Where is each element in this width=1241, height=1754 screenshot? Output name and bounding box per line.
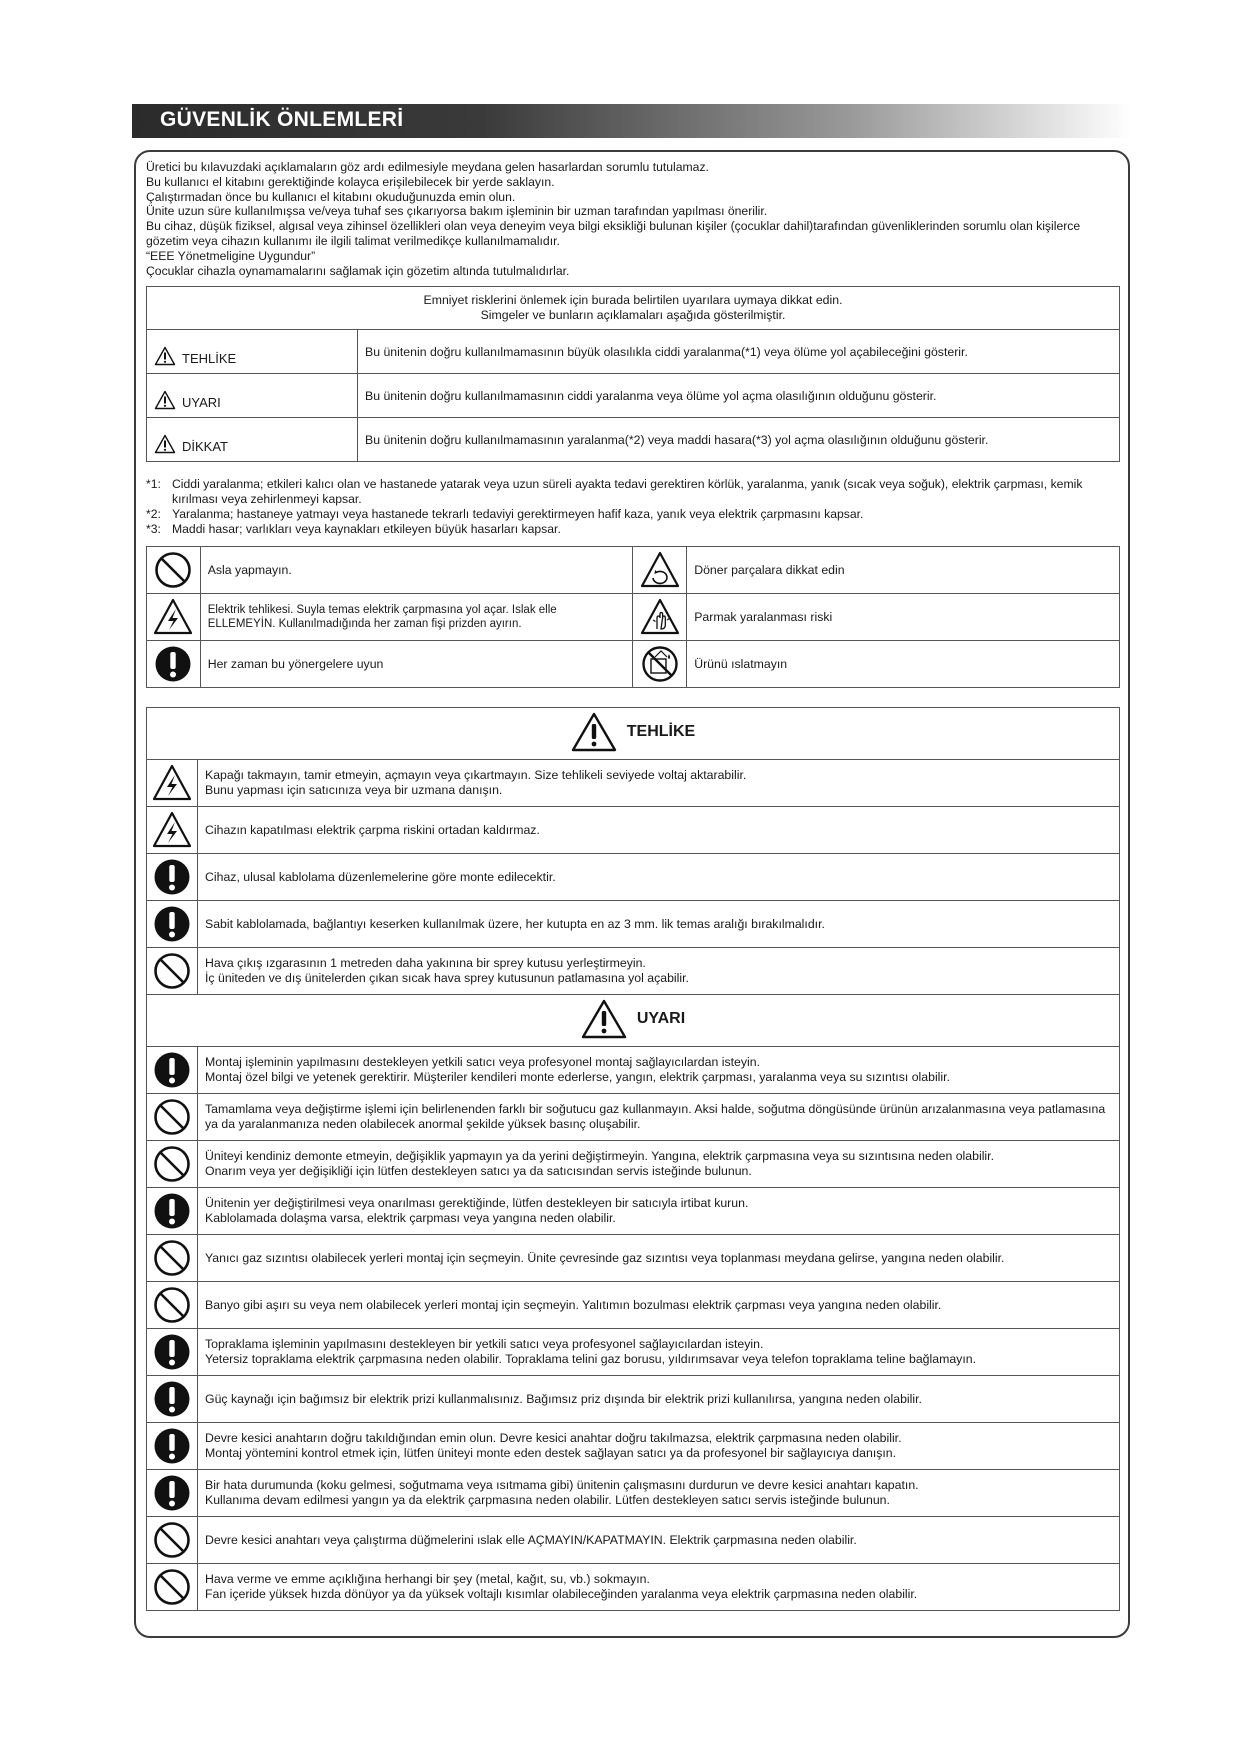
warning-triangle-icon: [154, 346, 176, 366]
warning-item-row: [147, 1047, 1120, 1094]
precaution-line: Montaj özel bilgi ve yetenek gerektirir. Müşteriler kendileri monte ederlerse, yangın, elektrik çarpması, yaralanma veya su sızıntısı olabilir.: [205, 1070, 950, 1084]
precaution-text: [198, 807, 1120, 854]
danger-item-row: [147, 901, 1120, 948]
intro-line: Üretici bu kılavuzdaki açıklamaların göz ardı edilmesiyle meydana gelen hasarlardan sorumlu tutulamaz.: [146, 160, 709, 174]
warning-item-row: [147, 1376, 1120, 1423]
signal-table-header: [147, 287, 1120, 330]
symbol-row: [147, 641, 1120, 688]
symbol-description: Parmak yaralanması riski: [687, 594, 1120, 641]
section-heading: TEHLİKE: [626, 723, 696, 740]
precaution-line: Bir hata durumunda (koku gelmesi, soğutmama veya ısıtmama gibi) ünitenin çalışmasını durdurun ve devre kesici anahtarı kapatın.: [205, 1478, 919, 1492]
intro-line: “EEE Yönetmeligine Uygundur”: [146, 248, 316, 263]
warning-item-row: [147, 1329, 1120, 1376]
precaution-line: Yetersiz topraklama elektrik çarpmasına neden olabilir. Topraklama telini gaz borusu, yıldırımsavar veya telefon topraklama teline bağlamayın.: [205, 1352, 976, 1366]
symbol-legend-table: [146, 546, 1120, 688]
signal-description: Bu ünitenin doğru kullanılmamasının büyük olasılıkla ciddi yaralanma(*1) veya ölüme yol açabileceğini gösterir.: [358, 330, 1120, 374]
precaution-text: [198, 1329, 1120, 1376]
precaution-text: [198, 1235, 1120, 1282]
precaution-text: [198, 1470, 1120, 1517]
footnote: [146, 507, 1106, 522]
precaution-line: Sabit kablolamada, bağlantıyı keserken kullanılmak üzere, her kutupta en az 3 mm. lik temas aralığı bırakılmalıdır.: [205, 916, 825, 931]
prohibition-icon: [147, 952, 197, 990]
warning-triangle-icon: [581, 999, 627, 1039]
signal-label: DİKKAT: [182, 438, 228, 454]
footnote-key: *1:: [146, 477, 161, 491]
mandatory-icon: [147, 1380, 197, 1418]
precaution-text: [198, 1423, 1120, 1470]
intro-line: Ünite uzun süre kullanılmışsa ve/veya tuhaf ses çıkarıyorsa bakım işleminin bir uzman tarafından yapılması önerilir.: [146, 204, 768, 219]
symbol-row: [147, 547, 1120, 594]
precaution-line: Tamamlama veya değiştirme işlemi için belirlenenden farklı bir soğutucu gaz kullanmayın. Aksi halde, soğutma döngüsünde ürünün arızalanmasına veya patlamasına ya da yaralanmanıza neden olabilecek anormal şekilde yüksek basınç oluşabilir.: [205, 1102, 1106, 1131]
precaution-line: Hava çıkış ızgarasının 1 metreden daha yakınına bir sprey kutusu yerleştirmeyin.: [205, 956, 646, 970]
danger-item-row: [147, 948, 1120, 995]
intro-line: Çalıştırmadan önce bu kullanıcı el kitabını okuduğunuzda emin olun.: [146, 189, 516, 204]
warning-item-row: [147, 1141, 1120, 1188]
precaution-text: [198, 1188, 1120, 1235]
signal-word-table: [146, 286, 1120, 462]
precaution-text: [198, 854, 1120, 901]
precaution-line: Ünitenin yer değiştirilmesi veya onarılması gerektiğinde, lütfen destekleyen bir satıcıyla irtibat kurun.: [205, 1196, 749, 1210]
symbol-description: Asla yapmayın.: [200, 547, 633, 594]
precaution-text: [198, 1141, 1120, 1188]
precaution-line: Banyo gibi aşırı su veya nem olabilecek yerleri montaj için seçmeyin. Yalıtımın bozulması elektrik çarpması veya yangına neden olabilir.: [205, 1297, 942, 1312]
no-wet-icon: [633, 645, 686, 683]
electric-hazard-icon: [147, 811, 197, 849]
prohibition-icon: [147, 551, 200, 589]
signal-row: [147, 330, 1120, 374]
warning-heading-row: [147, 995, 1120, 1047]
precaution-line: Topraklama işleminin yapılmasını destekleyen bir yetkili satıcı veya profesyonel sağlayıcılardan isteyin.: [205, 1337, 764, 1351]
intro-line: Bu cihaz, düşük fiziksel, algısal veya zihinsel özellikleri olan veya deneyim veya bilgi eksikliği bulunan kişiler (çocuklar dahil)tarafından güvenliklerinden sorumlu olan kişilerce gözetim veya cihazın kullanımı ile ilgili talimat verilmedikçe kullanılmamalıdır.: [146, 219, 1081, 248]
prohibition-icon: [147, 1098, 197, 1136]
warning-item-row: [147, 1094, 1120, 1141]
precaution-line: Devre kesici anahtarı veya çalıştırma düğmelerini ıslak elle AÇMAYIN/KAPATMAYIN. Elektrik çarpmasına neden olabilir.: [205, 1532, 857, 1547]
danger-heading-row: [147, 708, 1120, 760]
precaution-line: Onarım veya yer değişikliği için lütfen destekleyen satıcı ya da satıcısından servis isteğinde bulunun.: [205, 1164, 752, 1178]
finger-injury-icon: [633, 598, 686, 636]
footnote-key: *2:: [146, 507, 161, 521]
warning-triangle-icon: [154, 434, 176, 454]
danger-item-row: [147, 760, 1120, 807]
precaution-line: Kablolamada dolaşma varsa, elektrik çarpması veya yangına neden olabilir.: [205, 1211, 616, 1225]
precaution-line: Montaj işleminin yapılmasını destekleyen yetkili satıcı veya profesyonel montaj sağlayıcılardan isteyin.: [205, 1055, 760, 1069]
signal-header-line: Emniyet risklerini önlemek için burada belirtilen uyarılara uymaya dikkat edin.: [423, 293, 843, 307]
precaution-line: Montaj yöntemini kontrol etmek için, lütfen üniteyi monte eden destek sağlayan satıcı ya da profesyonel bir sağlayıcıya danışın.: [205, 1446, 897, 1460]
prohibition-icon: [147, 1286, 197, 1324]
footnote: [146, 477, 1106, 507]
footnotes: [146, 477, 1106, 537]
precaution-text: [198, 901, 1120, 948]
electric-hazard-icon: [147, 764, 197, 802]
precaution-text: [198, 1282, 1120, 1329]
warning-item-row: [147, 1188, 1120, 1235]
mandatory-icon: [147, 858, 197, 896]
mandatory-icon: [147, 1051, 197, 1089]
footnote: [146, 522, 1106, 537]
warning-item-row: [147, 1564, 1120, 1611]
precaution-text: [198, 1376, 1120, 1423]
precaution-text: [198, 1517, 1120, 1564]
page-title: GÜVENLİK ÖNLEMLERİ: [160, 108, 404, 131]
prohibition-icon: [147, 1521, 197, 1559]
precaution-line: Hava verme ve emme açıklığına herhangi bir şey (metal, kağıt, su, vb.) sokmayın.: [205, 1572, 650, 1586]
precaution-line: Bunu yapması için satıcınıza veya bir uzmana danışın.: [205, 783, 503, 797]
footnote-text: Yaralanma; hastaneye yatmayı veya hastanede tekrarlı tedaviyi gerektirmeyen hafif kaza, yanık veya elektrik çarpmasını kapsar.: [172, 507, 864, 521]
symbol-description: Ürünü ıslatmayın: [687, 641, 1120, 688]
precaution-line: İç üniteden ve dış ünitelerden çıkan sıcak hava sprey kutusunun patlamasına yol açabilir.: [205, 971, 689, 985]
mandatory-icon: [147, 645, 200, 683]
precaution-line: Güç kaynağı için bağımsız bir elektrik prizi kullanmalısınız. Bağımsız priz dışında bir elektrik prizi kullanılırsa, yangına neden olabilir.: [205, 1391, 922, 1406]
signal-label: UYARI: [182, 394, 221, 410]
precaution-text: [198, 1094, 1120, 1141]
warning-triangle-icon: [154, 390, 176, 410]
precaution-text: [198, 760, 1120, 807]
warning-item-row: [147, 1470, 1120, 1517]
signal-description: Bu ünitenin doğru kullanılmamasının yaralanma(*2) veya maddi hasara(*3) yol açma olasılığının olduğunu gösterir.: [358, 418, 1120, 462]
prohibition-icon: [147, 1568, 197, 1606]
symbol-row: [147, 594, 1120, 641]
intro-text: [146, 160, 1106, 278]
signal-row: [147, 374, 1120, 418]
mandatory-icon: [147, 1333, 197, 1371]
footnote-text: Ciddi yaralanma; etkileri kalıcı olan ve hastanede yatarak veya uzun süreli ayakta tedavi gerektiren körlük, yaralanma, yanık (sıcak veya soğuk), elektrik çarpması, kemik kırılması veya zehirlenmeyi kapsar.: [172, 477, 1083, 506]
precaution-line: Cihazın kapatılması elektrik çarpma riskini ortadan kaldırmaz.: [205, 822, 540, 837]
mandatory-icon: [147, 1192, 197, 1230]
warning-item-row: [147, 1517, 1120, 1564]
intro-line: Çocuklar cihazla oynamamalarını sağlamak için gözetim altında tutulmalıdırlar.: [146, 263, 570, 278]
precaution-line: Devre kesici anahtarın doğru takıldığından emin olun. Devre kesici anahtar doğru takılmazsa, elektrik çarpmasına neden olabilir.: [205, 1431, 902, 1445]
warning-item-row: [147, 1235, 1120, 1282]
mandatory-icon: [147, 1474, 197, 1512]
precaution-line: Cihaz, ulusal kablolama düzenlemelerine göre monte edilecektir.: [205, 869, 556, 884]
signal-row: [147, 418, 1120, 462]
precautions-table: [146, 707, 1120, 1611]
signal-description: Bu ünitenin doğru kullanılmamasının ciddi yaralanma veya ölüme yol açma olasılığının olduğunu gösterir.: [358, 374, 1120, 418]
symbol-description: Döner parçalara dikkat edin: [687, 547, 1120, 594]
symbol-description: Elektrik tehlikesi. Suyla temas elektrik çarpmasına yol açar. Islak elle ELLEMEYİN. Kullanılmadığında her zaman fişi prizden ayırın.: [200, 594, 633, 641]
section-header: [132, 104, 1132, 138]
mandatory-icon: [147, 1427, 197, 1465]
precaution-line: Üniteyi kendiniz demonte etmeyin, değişiklik yapmayın ya da yerini değiştirmeyin. Yangına, elektrik çarpmasına veya su sızıntısına neden olabilir.: [205, 1149, 994, 1163]
signal-header-line: Simgeler ve bunların açıklamaları aşağıda gösterilmiştir.: [480, 308, 786, 322]
intro-line: Bu kullanıcı el kitabını gerektiğinde kolayca erişilebilecek bir yerde saklayın.: [146, 174, 555, 189]
warning-triangle-icon: [571, 712, 617, 752]
rotating-parts-icon: [633, 551, 686, 589]
electric-hazard-icon: [147, 598, 200, 636]
warning-item-row: [147, 1423, 1120, 1470]
signal-label: TEHLİKE: [182, 350, 237, 366]
precaution-text: [198, 1047, 1120, 1094]
precaution-text: [198, 1564, 1120, 1611]
danger-item-row: [147, 807, 1120, 854]
precaution-line: Kullanıma devam edilmesi yangın ya da elektrik çarpmasına neden olabilir. Lütfen destekleyen satıcı servis isteğinde bulunun.: [205, 1493, 890, 1507]
prohibition-icon: [147, 1239, 197, 1277]
footnote-text: Maddi hasar; varlıkları veya kaynakları etkileyen büyük hasarları kapsar.: [172, 522, 561, 536]
danger-item-row: [147, 854, 1120, 901]
precaution-line: Kapağı takmayın, tamir etmeyin, açmayın veya çıkartmayın. Size tehlikeli seviyede voltaj aktarabilir.: [205, 768, 747, 782]
footnote-key: *3:: [146, 522, 161, 536]
precaution-line: Yanıcı gaz sızıntısı olabilecek yerleri montaj için seçmeyin. Ünite çevresinde gaz sızıntısı veya toplanması meydana gelirse, yangına neden olabilir.: [205, 1250, 1005, 1265]
symbol-description: Her zaman bu yönergelere uyun: [200, 641, 633, 688]
precaution-line: Fan içeride yüksek hızda dönüyor ya da yüksek voltajlı kısımlar olabileceğinden yaralanma veya elektrik çarpmasına neden olabilir.: [205, 1587, 918, 1601]
mandatory-icon: [147, 905, 197, 943]
precaution-text: [198, 948, 1120, 995]
section-heading: UYARI: [636, 1010, 686, 1027]
prohibition-icon: [147, 1145, 197, 1183]
warning-item-row: [147, 1282, 1120, 1329]
